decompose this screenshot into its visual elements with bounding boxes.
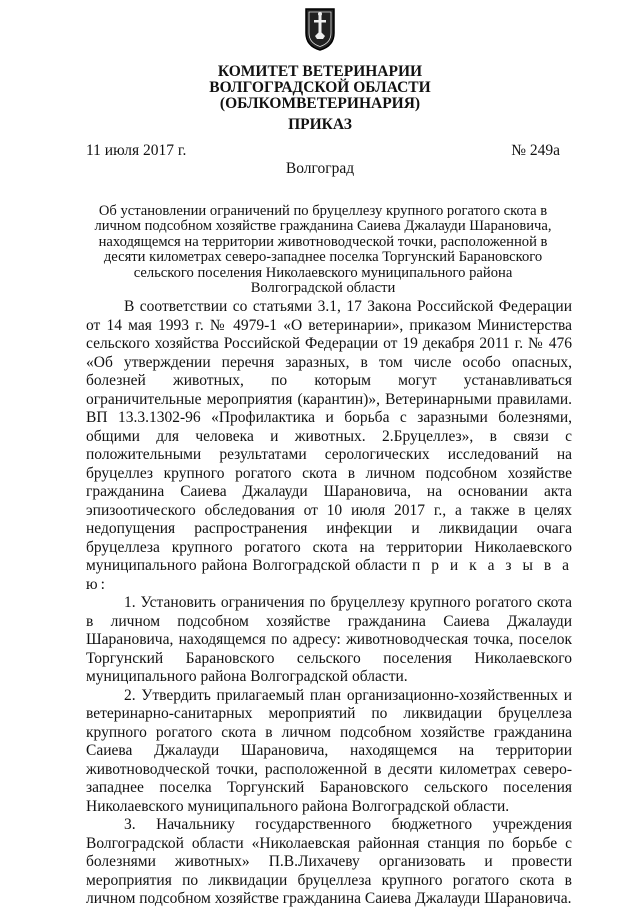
preamble-text: В соответствии со статьями 3.1, 17 Закона Российской Федерации от 14 мая 1993 г. № 4979-1 «О ветеринарии», приказом Министерства сельского хозяйства Российской Федерации от 19 декабря 2011 г. № 476 «Об утверждении перечня заразных, в том числе особо опасных, болезней животных, по которым могут устанавливаться ограничительные мероприятия (карантин)», Ветеринарными правилами. ВП 13.3.1302-96 «Профилактика и борьба с заразными болезнями, общими для человека и животных. 2.Бруцеллез», в связи с положительными результатами серологических исследований на бруцеллез крупного рогатого скота в личном подсобном хозяйстве гражданина Саиева Джалауди Шарановича, на основании акта эпизоотического обследования от 10 июля 2017 г., а также в целях недопущения распространения инфекции и ликвидации очага бруцеллеза крупного рогатого скота на территории Николаевского муниципального района Волгоградской области	[86, 298, 572, 574]
preamble-paragraph	[86, 298, 572, 594]
document-date: 11 июля 2017 г.	[86, 142, 187, 159]
org-line-2: ВОЛГОГРАДСКОЙ ОБЛАСТИ	[209, 79, 431, 96]
item-2-paragraph: 2. Утвердить прилагаемый план организационно-хозяйственных и ветеринарно-санитарных мероприятий по ликвидации бруцеллеза крупного рогатого скота в личном подсобном хозяйстве гражданина Саиева Джалауди Шарановича, находящемся на территории животноводческой точки, расположенной в десяти километрах северо-западнее поселка Торгунский Барановского сельского поселения Николаевского муниципального района Волгоградской области.	[86, 686, 572, 815]
document-subject: Об установлении ограничений по бруцеллезу крупного рогатого скота в личном подсобном хозяйстве гражданина Саиева Джалауди Шарановича, находящемся на территории животноводческой точки, расположенной в десяти километрах северо-западнее поселка Торгунский Барановского сельского поселения Николаевского муниципального района Волгоградской области	[94, 203, 552, 297]
document-city: Волгоград	[285, 160, 355, 177]
org-line-1: КОМИТЕТ ВЕТЕРИНАРИИ	[217, 63, 423, 80]
org-line-3: (ОБЛКОМВЕТЕРИНАРИЯ)	[219, 95, 421, 112]
order-word: п р и к а з ы в а ю:	[86, 557, 572, 593]
organization-name	[0, 64, 640, 112]
document-body	[86, 298, 572, 909]
item-1-paragraph: 1. Установить ограничения по бруцеллезу крупного рогатого скота в личном подсобном хозяйстве гражданина Саиева Джалауди Шарановича, находящемся по адресу: животноводческая точка, поселок Торгунский Барановского сельского поселения Николаевского муниципального района Волгоградской области.	[86, 594, 572, 685]
coat-of-arms-icon	[303, 6, 337, 52]
item-3-paragraph: 3. Начальнику государственного бюджетного учреждения Волгоградской области «Николаевская районная станция по борьбе с болезнями животных» П.В.Лихачеву организовать и провести мероприятия по ликвидации бруцеллеза крупного рогатого скота в личном подсобном хозяйстве гражданина Саиева Джалауди Шарановича.	[86, 816, 572, 907]
document-type: ПРИКАЗ	[288, 116, 352, 133]
document-number: № 249а	[511, 142, 560, 159]
